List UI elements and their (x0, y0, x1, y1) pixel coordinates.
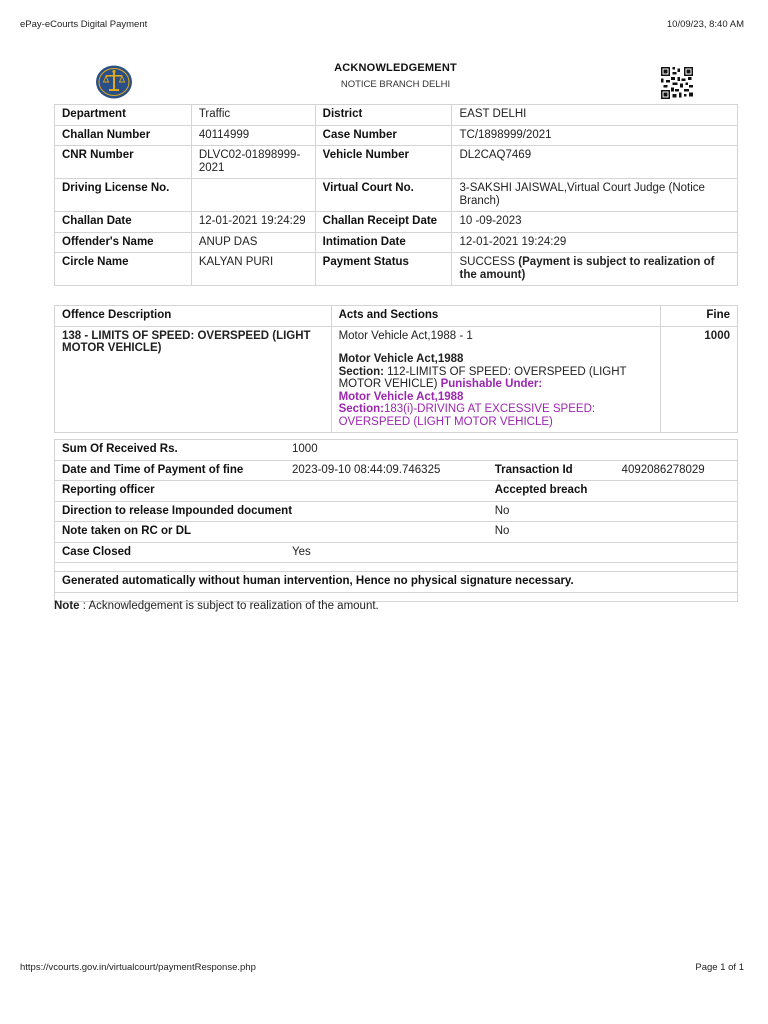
payment-status: SUCCESS (459, 256, 516, 268)
payment-date-row (55, 460, 738, 481)
auto-generated-row (55, 572, 738, 593)
offence-description-header: Offence Description (55, 306, 332, 327)
detail-row (55, 179, 738, 212)
page-number: Page 1 of 1 (695, 962, 744, 973)
detail-label: Offender's Name (55, 232, 192, 253)
detail-value: Traffic (191, 105, 315, 126)
detail-value: EAST DELHI (452, 105, 738, 126)
payment-status-note: (Payment is subject to realization of the amount) (459, 256, 715, 281)
payment-status-value (452, 253, 738, 286)
punishable-section-label: Section: (338, 403, 384, 415)
note-label: Note (54, 600, 80, 612)
punishable-label: Punishable Under: (440, 378, 543, 390)
punishable-section-text: 183(i)-DRIVING AT EXCESSIVE SPEED: OVERSPEED (LIGHT MOTOR VEHICLE) (338, 403, 596, 428)
detail-label: District (315, 105, 452, 126)
detail-label: Challan Receipt Date (315, 212, 452, 233)
detail-label: Circle Name (55, 253, 192, 286)
print-footer (20, 962, 744, 973)
section-text-block (339, 366, 653, 391)
payment-date-value: 2023-09-10 08:44:09.746325 (285, 460, 488, 481)
section-text: 112-LIMITS OF SPEED: OVERSPEED (LIGHT MOTOR VEHICLE) (338, 365, 627, 390)
reporting-officer-label: Reporting officer (55, 481, 286, 502)
print-header-datetime: 10/09/23, 8:40 AM (666, 19, 744, 30)
detail-label: Payment Status (315, 253, 452, 286)
acknowledgement-note (54, 600, 379, 612)
detail-value: 3-SAKSHI JAISWAL,Virtual Court Judge (Notice Branch) (452, 179, 738, 212)
page-url[interactable]: https://vcourts.gov.in/virtualcourt/paymentResponse.php (20, 962, 256, 973)
offence-table (54, 305, 738, 433)
offence-row (55, 326, 738, 433)
detail-row (55, 125, 738, 146)
reporting-officer-value (285, 481, 488, 502)
detail-label: Vehicle Number (315, 146, 452, 179)
offence-description: 138 - LIMITS OF SPEED: OVERSPEED (LIGHT MOTOR VEHICLE) (55, 326, 332, 433)
challan-details-table (54, 104, 738, 286)
auto-generated-note: Generated automatically without human intervention, Hence no physical signature necessary. (55, 572, 738, 593)
detail-label: Case Number (315, 125, 452, 146)
detail-value: 10 -09-2023 (452, 212, 738, 233)
impound-row (55, 501, 738, 522)
detail-value: KALYAN PURI (191, 253, 315, 286)
detail-row (55, 105, 738, 126)
detail-value: DL2CAQ7469 (452, 146, 738, 179)
accepted-breach-value (615, 481, 738, 502)
note-text: : Acknowledgement is subject to realization of the amount. (79, 600, 379, 612)
detail-value: 12-01-2021 19:24:29 (452, 232, 738, 253)
detail-row (55, 253, 738, 286)
detail-row (55, 146, 738, 179)
offence-header-row (55, 306, 738, 327)
detail-value: ANUP DAS (191, 232, 315, 253)
rc-dl-row (55, 522, 738, 543)
detail-value: TC/1898999/2021 (452, 125, 738, 146)
punishable-act: Motor Vehicle Act,1988 (338, 390, 464, 403)
page-subtitle: NOTICE BRANCH DELHI (340, 79, 451, 90)
acts-sections-cell (331, 326, 660, 433)
rc-dl-label: Note taken on RC or DL (55, 522, 488, 543)
payment-table (54, 439, 738, 602)
detail-row (55, 212, 738, 233)
acts-sections-header: Acts and Sections (331, 306, 660, 327)
section-label: Section: (338, 365, 384, 378)
detail-value (191, 179, 315, 212)
case-closed-value: Yes (285, 542, 488, 563)
sum-value: 1000 (285, 440, 488, 461)
detail-label: Challan Number (55, 125, 192, 146)
detail-value: 12-01-2021 19:24:29 (191, 212, 315, 233)
punishable-section-block (339, 403, 653, 428)
act-line: Motor Vehicle Act,1988 - 1 (338, 329, 473, 342)
qr-code-icon (661, 67, 693, 99)
detail-value: DLVC02-01898999-2021 (191, 146, 315, 179)
detail-label: Challan Date (55, 212, 192, 233)
page-title: ACKNOWLEDGEMENT (334, 62, 457, 74)
fine-header: Fine (661, 306, 738, 327)
print-header-title: ePay-eCourts Digital Payment (20, 19, 148, 30)
impound-label: Direction to release Impounded document (55, 501, 488, 522)
payment-date-label: Date and Time of Payment of fine (55, 460, 286, 481)
sum-row (55, 440, 738, 461)
detail-row (55, 232, 738, 253)
detail-label: Driving License No. (55, 179, 192, 212)
impound-value: No (488, 501, 615, 522)
case-closed-label: Case Closed (55, 542, 286, 563)
accepted-breach-label: Accepted breach (488, 481, 615, 502)
sum-label: Sum Of Received Rs. (55, 440, 286, 461)
detail-value: 40114999 (191, 125, 315, 146)
print-header (20, 19, 744, 30)
fine-amount: 1000 (661, 326, 738, 433)
reporting-officer-row (55, 481, 738, 502)
case-closed-row (55, 542, 738, 563)
rc-dl-value: No (488, 522, 615, 543)
detail-label: Department (55, 105, 192, 126)
detail-label: Virtual Court No. (315, 179, 452, 212)
detail-label: CNR Number (55, 146, 192, 179)
act-name: Motor Vehicle Act,1988 (338, 353, 464, 365)
transaction-id-value: 4092086278029 (615, 460, 738, 481)
heading (54, 62, 737, 90)
detail-label: Intimation Date (315, 232, 452, 253)
transaction-id-label: Transaction Id (488, 460, 615, 481)
